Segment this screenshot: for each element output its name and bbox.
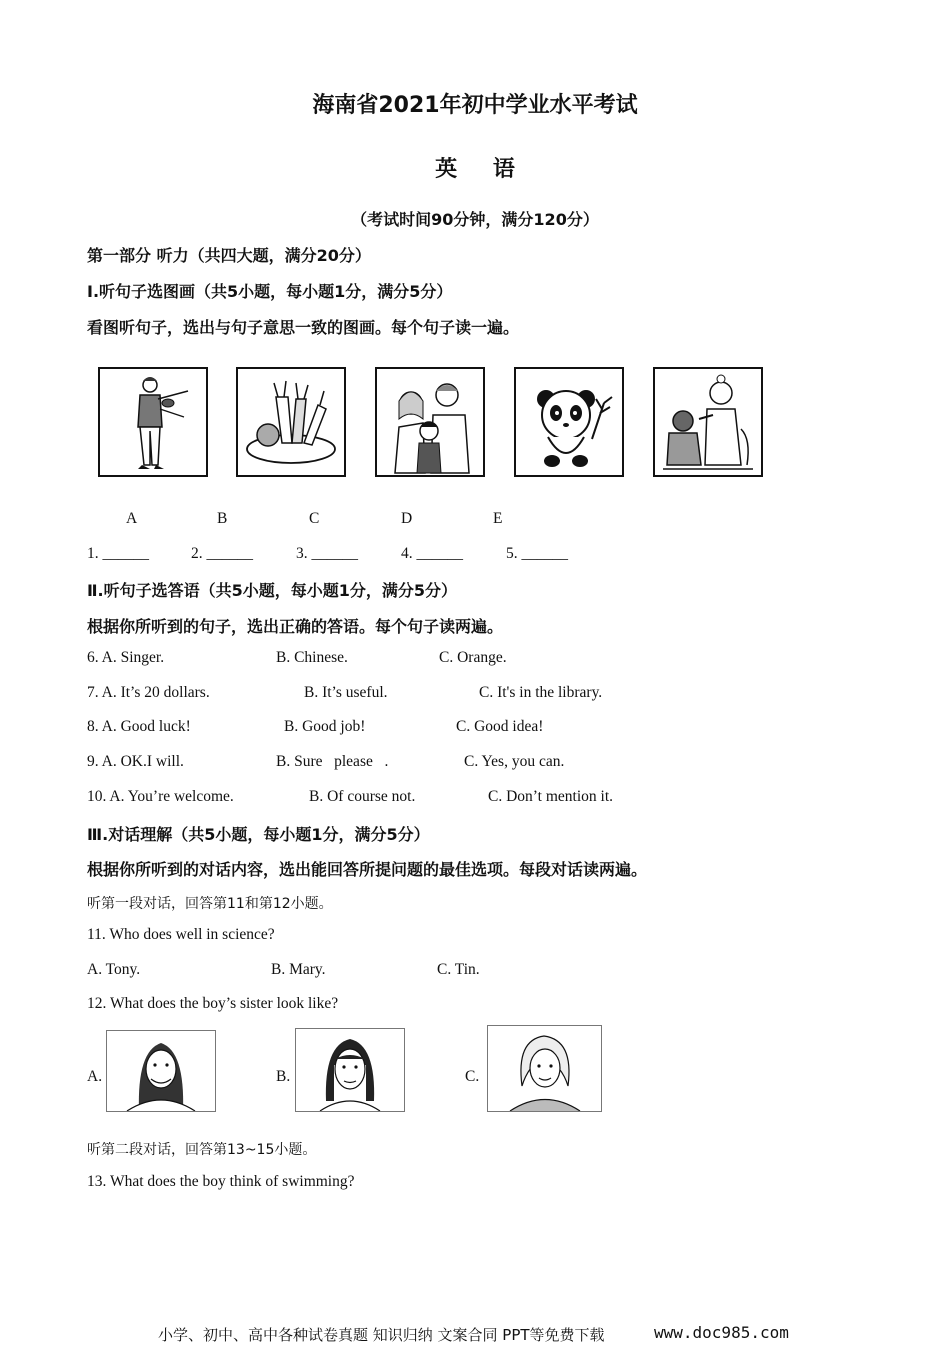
q11-option-b: B. Mary.: [271, 961, 326, 978]
exam-info: （考试时间90分钟，满分120分）: [351, 210, 599, 229]
q8-option-b: B. Good job!: [284, 718, 366, 735]
picture-c-label: C: [309, 510, 320, 527]
answer-blank-5: 5. ______: [506, 545, 568, 562]
q6-option-a: 6. A. Singer.: [87, 649, 165, 666]
q9-option-c: C. Yes, you can.: [464, 753, 565, 770]
q8-option-c: C. Good idea!: [456, 718, 544, 735]
picture-a-label: A: [126, 510, 138, 527]
portrait-c: [487, 1025, 602, 1112]
q6-option-c: C. Orange.: [439, 649, 507, 666]
exam-title: 海南省2021年初中学业水平考试: [312, 93, 638, 118]
girl-straight-hair-icon: [296, 1029, 404, 1111]
q13-text: 13. What does the boy think of swimming?: [87, 1173, 355, 1190]
footer-url[interactable]: www.doc985.com: [654, 1323, 789, 1342]
q12-option-b-label: B.: [276, 1068, 291, 1085]
dialogue1-note: 听第一段对话，回答第11和第12小题。: [87, 896, 333, 912]
girl-short-blonde-hair-icon: [488, 1026, 601, 1111]
q8-option-a: 8. A. Good luck!: [87, 718, 191, 735]
picture-c: [375, 367, 485, 477]
q7-option-b: B. It’s useful.: [304, 684, 388, 701]
picture-b-label: B: [217, 510, 228, 527]
q11-option-c: C. Tin.: [437, 961, 480, 978]
q11-text: 11. Who does well in science?: [87, 926, 275, 943]
section1-instruction: 看图听句子，选出与句子意思一致的图画。每个句子读一遍。: [87, 318, 520, 337]
picture-a: [98, 367, 208, 477]
answer-blank-4: 4. ______: [401, 545, 463, 562]
q11-option-a: A. Tony.: [87, 961, 141, 978]
q10-option-a: 10. A. You’re welcome.: [87, 788, 234, 805]
answer-blank-2: 2. ______: [191, 545, 253, 562]
answer-blank-3: 3. ______: [296, 545, 358, 562]
q12-text: 12. What does the boy’s sister look like?: [87, 995, 339, 1012]
section1-heading: Ⅰ.听句子选图画（共5小题，每小题1分，满分5分）: [87, 282, 453, 301]
q7-option-a: 7. A. It’s 20 dollars.: [87, 684, 210, 701]
picture-d-label: D: [401, 510, 413, 527]
q12-option-a-label: A.: [87, 1068, 103, 1085]
answer-blank-1: 1. ______: [87, 545, 149, 562]
vegetables-icon: [238, 369, 344, 475]
section2-heading: Ⅱ.听句子选答语（共5小题，每小题1分，满分5分）: [87, 581, 458, 600]
q9-option-a: 9. A. OK.I will.: [87, 753, 184, 770]
footer-text: 小学、初中、高中各种试卷真题 知识归纳 文案合同 PPT等免费下载: [158, 1326, 605, 1344]
q7-option-c: C. It's in the library.: [479, 684, 603, 701]
q10-option-c: C. Don’t mention it.: [488, 788, 614, 805]
picture-e-label: E: [493, 510, 503, 527]
picture-b: [236, 367, 346, 477]
q6-option-b: B. Chinese.: [276, 649, 348, 666]
section2-instruction: 根据你所听到的句子，选出正确的答语。每个句子读两遍。: [87, 617, 504, 636]
section3-heading: Ⅲ.对话理解（共5小题，每小题1分，满分5分）: [87, 825, 430, 844]
family-icon: [377, 369, 483, 475]
q9-option-b: B. Sure please .: [276, 753, 389, 770]
part1-heading: 第一部分 听力（共四大题，满分20分）: [87, 246, 371, 265]
picture-e: [653, 367, 763, 477]
picture-d: [514, 367, 624, 477]
portrait-a: [106, 1030, 216, 1112]
violin-player-icon: [100, 369, 206, 475]
subject-title: 英 语: [435, 157, 529, 182]
girl-long-dark-hair-icon: [107, 1031, 215, 1111]
portrait-b: [295, 1028, 405, 1112]
dentist-icon: [655, 369, 761, 475]
dialogue2-note: 听第二段对话，回答第13~15小题。: [87, 1142, 317, 1158]
section3-instruction: 根据你所听到的对话内容，选出能回答所提问题的最佳选项。每段对话读两遍。: [87, 860, 648, 879]
q10-option-b: B. Of course not.: [309, 788, 416, 805]
panda-icon: [516, 369, 622, 475]
q12-option-c-label: C.: [465, 1068, 480, 1085]
